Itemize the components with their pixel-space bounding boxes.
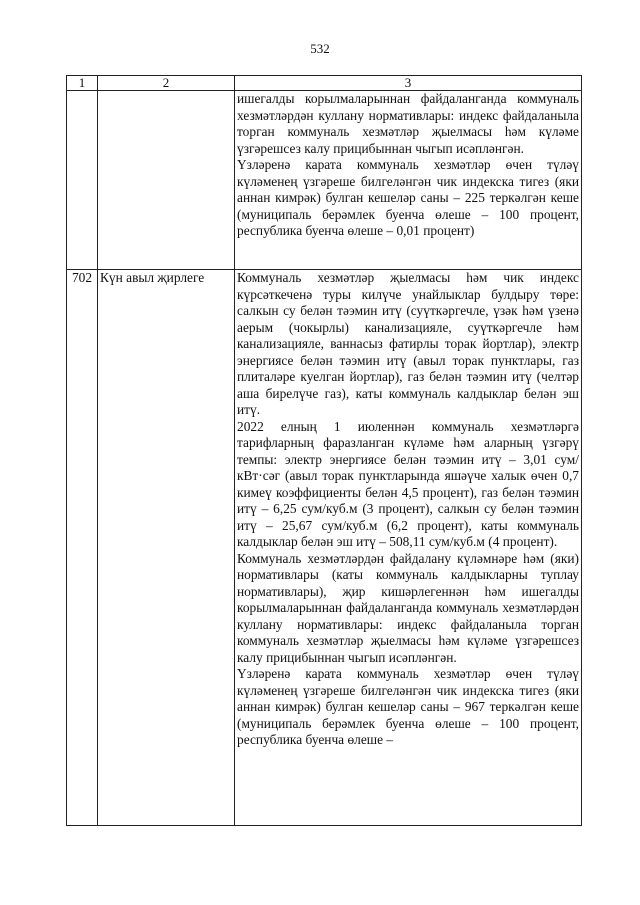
table-row [67, 270, 582, 826]
column-header-2: 2 [98, 76, 235, 91]
row-number [67, 91, 98, 270]
municipal-tariff-table [66, 75, 582, 826]
table-header [67, 76, 582, 91]
paragraph: ишегалды корылмаларыннан файдаланганда коммуналь хезмәтләрдән куллану нормативлары: индекс файдаланыла торган коммуналь хезмәтләр җыелмасы һәм күләме үзгәрешсез калу прицибыннан чыгып исәпләнгән. [237, 91, 579, 156]
paragraph: Үзләренә карата коммуналь хезмәтләр өчен түләү күләменең үзгәреше билгеләнгән чик индекска тигез (яки аннан кимрәк) булган кешеләр саны – 225 теркәлгән кеше (муниципаль берәмлек буенча өлеше – 100 процент, республика буенча өлеше – 0,01 процент) [237, 157, 579, 238]
paragraph: 2022 елның 1 июленнән коммуналь хезмәтләргә тарифларның фаразланган күләме һәм аларның үзгәрү темпы: электр энергиясе белән тәэмин итү – 3,01 сум/кВт·сәг (авыл торак пунктларында яшәүче халык өчен 0,7 кимеү коэффициенты белән 4,5 процент), газ белән тәэмин итү – 6,25 сум/куб.м (3 процент), салкын су белән тәэмин итү – 25,67 сум/куб.м (6,2 процент), каты коммуналь калдыклар белән эш итү – 508,11 сум/куб.м (4 процент). [237, 418, 579, 549]
settlement-name [98, 91, 235, 270]
row-description [235, 91, 582, 270]
paragraph: Коммуналь хезмәтләр җыелмасы һәм чик индекс күрсәткеченә туры килүче унайлыклар булдыру төре: салкын су белән тәэмин итү (суүткәргечле, үзәк һәм үзенә аерым (чокырлы) канализацияле, суүткәргечле һәм канализацияле, ваннасыз фатирлы торак йортлар), электр энергиясе белән тәэмин итү (авыл торак пунктлары, газ плиталәре куелган йортлар), газ белән тәэмин итү (челтәр аша бирелүче газ), каты коммуналь калдыклар белән эш итү. [237, 270, 579, 417]
settlement-name: Күн авыл җирлеге [98, 270, 235, 826]
column-header-3: 3 [235, 76, 582, 91]
row-number: 702 [67, 270, 98, 826]
paragraph: Үзләренә карата коммуналь хезмәтләр өчен түләү күләменең үзгәреше билгеләнгән чик индекска тигез (яки аннан кимрәк) булган кешеләр саны – 967 теркәлгән кеше (муниципаль берәмлек буенча өлеше – 100 процент, республика буенча өлеше – [237, 666, 579, 747]
page-number: 532 [310, 41, 330, 56]
table-row [67, 91, 582, 270]
column-header-1: 1 [67, 76, 98, 91]
row-description [235, 270, 582, 826]
paragraph: Коммуналь хезмәтләрдән файдалану күләмнәре һәм (яки) нормативлары (каты коммуналь калдыкларны туплау нормативлары), җир кишәрлегеннән һәм ишегалды корылмаларыннан файдаланганда коммуналь хезмәтләрдән куллану нормативлары: индекс файдаланыла торган коммуналь хезмәтләр җыелмасы һәм күләме үзгәрешсез калу прицибыннан чыгып исәпләнгән. [237, 550, 579, 665]
